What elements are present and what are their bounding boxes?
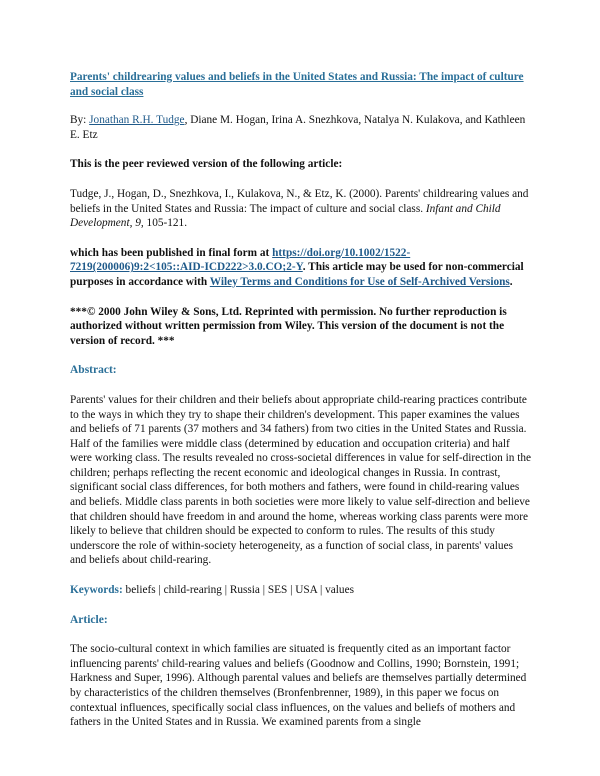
- article-text: The socio-cultural context in which families are situated is frequently cited as an important factor influencing parents' child-rearing values and beliefs (Goodnow and Collins, 1990; Bornstein, 1991; Harkness and Super, 1996). Although parental values and beliefs are themselves partially determined by characteristics of the children themselves (Bronfenbrenner, 1989), in this paper we focus on contextual influences, specifically social class influences, on the values and beliefs of mothers and fathers in the United States and in Russia. We examined parents from a single: [70, 643, 527, 729]
- first-author-link[interactable]: Jonathan R.H. Tudge: [89, 114, 185, 127]
- published-prefix: which has been published in final form at: [70, 246, 273, 259]
- terms-link[interactable]: Wiley Terms and Conditions for Use of Self-Archived Versions: [209, 275, 510, 288]
- citation-text: Tudge, J., Hogan, D., Snezhkova, I., Kulakova, N., & Etz, K. (2000). Parents' childrearing values and beliefs in the United States and Russia: The impact of culture and social class.: [70, 187, 529, 215]
- doi-link[interactable]: https://doi.org/10.1002/1522-7219(200006)9:2<105::AID-ICD222>3.0.CO;2-Y: [70, 246, 411, 274]
- keywords-text: beliefs | child-rearing | Russia | SES | USA | values: [122, 584, 354, 597]
- byline: [70, 113, 532, 142]
- citation-journal: Infant and Child Development, 9,: [70, 202, 501, 230]
- published-middle: . This article may be used for non-commercial purposes in accordance with: [70, 261, 524, 288]
- article-title: [70, 70, 532, 99]
- article-heading: Article:: [70, 613, 108, 626]
- article-title-link[interactable]: Parents' childrearing values and beliefs in the United States and Russia: The impact of culture and social class: [70, 71, 524, 98]
- copyright-notice: ***© 2000 John Wiley & Sons, Ltd. Reprinted with permission. No further reproduction is authorized without written permission from Wiley. This version of the document is not the version of record. ***: [70, 305, 507, 347]
- citation-pages: 105-121.: [143, 217, 188, 230]
- abstract-heading: Abstract:: [70, 364, 117, 377]
- other-authors: , Diane M. Hogan, Irina A. Snezhkova, Natalya N. Kulakova, and Kathleen E. Etz: [70, 114, 526, 141]
- published-note: [70, 246, 532, 290]
- keywords: [70, 583, 532, 598]
- peer-reviewed-note: This is the peer reviewed version of the following article:: [70, 158, 343, 171]
- byline-by-label: By:: [70, 114, 90, 127]
- document-content: [70, 70, 532, 745]
- keywords-label: Keywords:: [70, 584, 123, 597]
- abstract-text: Parents' values for their children and their beliefs about appropriate child-rearing practices contribute to the ways in which they try to shape their children's development. This paper examines the values and beliefs of 71 parents (37 mothers and 34 fathers) from two cities in the United States and Russia. Half of the families were middle class (determined by education and occupation criteria) and half were working class. The results revealed no cross-societal differences in value for self-direction in the children; perhaps reflecting the recent economic and ideological changes in Russia. In contrast, significant social class differences, for both mothers and fathers, were found in child-rearing values and beliefs. Middle class parents in both societies were more likely to value self-direction and believe that children should have freedom in and around the home, whereas working class parents were more likely to believe that children should be expected to conform to rules. The results of this study underscore the role of within-society heterogeneity, as a function of social class, in parents' values and beliefs about child-rearing.: [70, 393, 532, 567]
- citation: [70, 187, 532, 231]
- published-suffix: .: [509, 275, 513, 288]
